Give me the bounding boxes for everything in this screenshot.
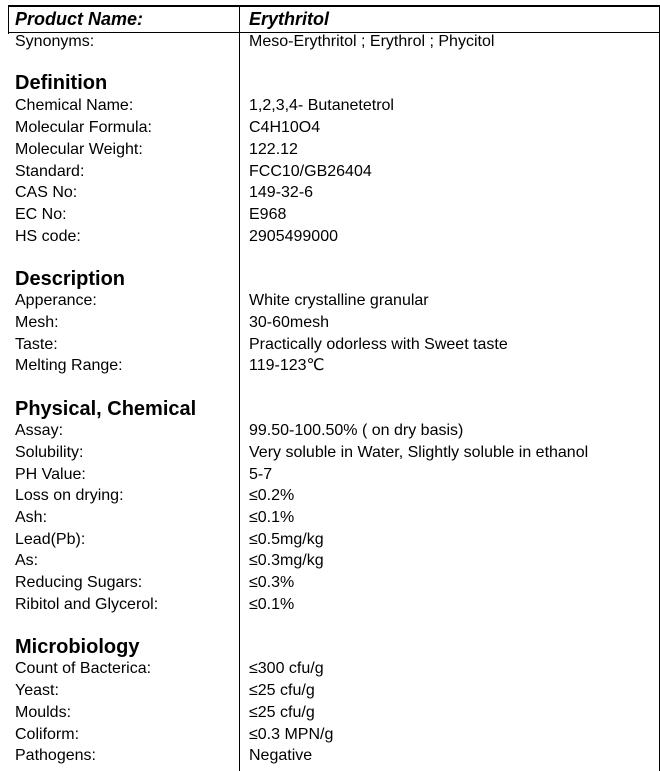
table-row (8, 658, 660, 680)
row-value: ≤0.3% (249, 574, 295, 591)
table-row (8, 182, 660, 204)
table-row (8, 420, 660, 442)
table-row (8, 485, 660, 507)
table-row (8, 204, 660, 226)
table-row (8, 702, 660, 724)
table-row (8, 745, 660, 767)
row-label: PH Value: (15, 466, 86, 483)
row-value: 122.12 (249, 141, 298, 158)
row-value: ≤0.3mg/kg (249, 552, 324, 569)
definition-heading: Definition (15, 72, 108, 94)
row-label: EC No: (15, 206, 67, 223)
synonyms-value: Meso-Erythritol ; Erythrol ; Phycitol (249, 33, 495, 50)
spec-sheet (8, 5, 660, 771)
table-row (8, 161, 660, 183)
product-name-row (8, 8, 660, 30)
row-value: C4H10O4 (249, 119, 321, 136)
row-label: Ribitol and Glycerol: (15, 596, 159, 613)
row-value: ≤0.5mg/kg (249, 531, 324, 548)
row-label: Molecular Formula: (15, 119, 152, 136)
row-value: 149-32-6 (249, 184, 314, 201)
table-row (8, 464, 660, 486)
table-row (8, 117, 660, 139)
row-label: Apperance: (15, 292, 97, 309)
table-row (8, 355, 660, 377)
row-label: Assay: (15, 422, 64, 439)
physical-chemical-heading: Physical, Chemical (15, 398, 197, 420)
row-label: Coliform: (15, 726, 80, 743)
table-row (8, 572, 660, 594)
table-row (8, 442, 660, 464)
synonyms-label: Synonyms: (15, 33, 95, 50)
row-label: As: (15, 552, 39, 569)
row-label: Yeast: (15, 682, 59, 699)
row-value: Negative (249, 747, 313, 764)
row-label: Pathogens: (15, 747, 96, 764)
row-value: White crystalline granular (249, 292, 429, 309)
table-row (8, 507, 660, 529)
table-row (8, 312, 660, 334)
table-row (8, 226, 660, 248)
row-value: FCC10/GB26404 (249, 163, 372, 180)
row-label: Mesh: (15, 314, 59, 331)
row-value: 119-123℃ (249, 357, 325, 374)
row-label: Solubility: (15, 444, 84, 461)
microbiology-heading: Microbiology (15, 636, 140, 658)
row-value: ≤0.1% (249, 509, 295, 526)
row-value: 1,2,3,4- Butanetetrol (249, 97, 394, 114)
table-row (8, 334, 660, 356)
table-row (8, 680, 660, 702)
product-name-label: Product Name: (15, 9, 144, 29)
row-value: Very soluble in Water, Slightly soluble in ethanol (249, 444, 589, 461)
row-value: ≤0.1% (249, 596, 295, 613)
row-label: Standard: (15, 163, 85, 180)
row-label: Moulds: (15, 704, 72, 721)
table-row (8, 550, 660, 572)
row-label: Count of Bacterica: (15, 660, 152, 677)
table-row (8, 594, 660, 616)
row-label: Molecular Weight: (15, 141, 143, 158)
row-value: ≤25 cfu/g (249, 704, 315, 721)
row-value: 99.50-100.50% ( on dry basis) (249, 422, 464, 439)
row-label: Melting Range: (15, 357, 123, 374)
row-value: 2905499000 (249, 228, 338, 245)
row-label: Chemical Name: (15, 97, 134, 114)
row-label: Ash: (15, 509, 48, 526)
table-row (8, 290, 660, 312)
row-value: E968 (249, 206, 287, 223)
row-label: CAS No: (15, 184, 78, 201)
row-value: ≤25 cfu/g (249, 682, 315, 699)
table-row (8, 724, 660, 746)
row-label: Lead(Pb): (15, 531, 86, 548)
row-label: Loss on drying: (15, 487, 124, 504)
row-value: ≤300 cfu/g (249, 660, 324, 677)
row-value: 5-7 (249, 466, 273, 483)
row-value: 30-60mesh (249, 314, 330, 331)
table-row (8, 95, 660, 117)
description-heading: Description (15, 268, 126, 290)
table-row (8, 139, 660, 161)
top-border (8, 5, 660, 7)
row-value: ≤0.2% (249, 487, 295, 504)
row-value: Practically odorless with Sweet taste (249, 336, 508, 353)
row-value: ≤0.3 MPN/g (249, 726, 334, 743)
table-row (8, 529, 660, 551)
row-label: Taste: (15, 336, 58, 353)
row-label: Reducing Sugars: (15, 574, 143, 591)
product-name-value: Erythritol (249, 9, 330, 29)
synonyms-row (8, 31, 660, 53)
row-label: HS code: (15, 228, 81, 245)
